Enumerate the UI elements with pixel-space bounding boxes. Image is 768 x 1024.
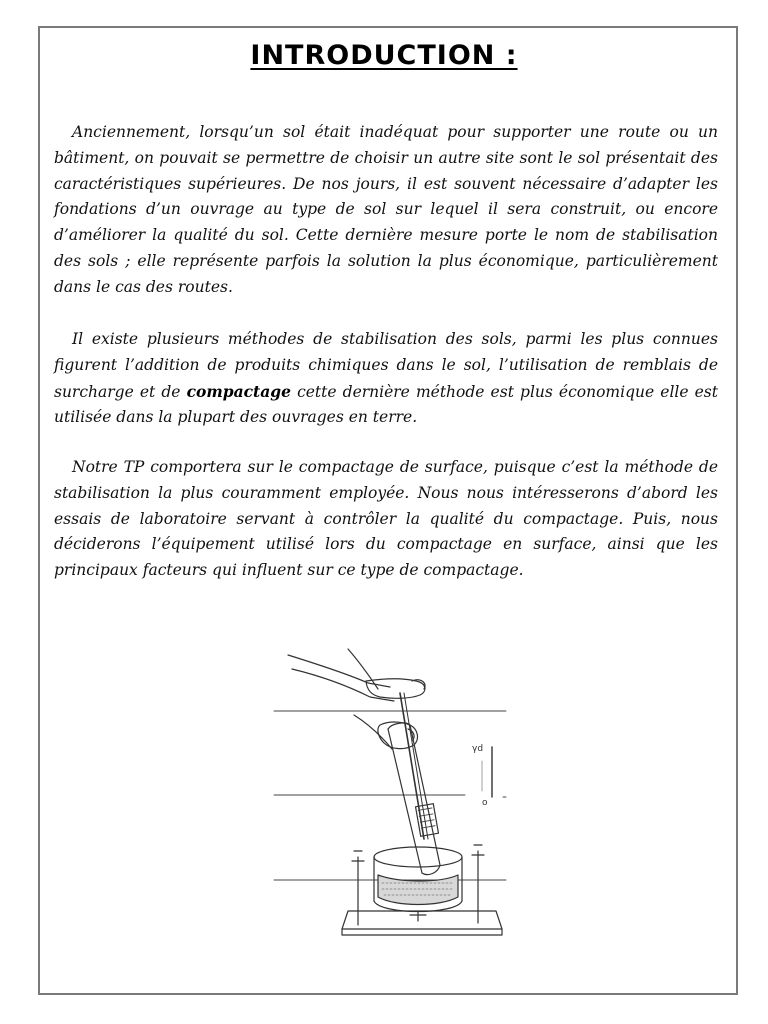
- paragraph-2-end: cette dernière méthode est plus économique elle est utilisée dans la plupart des ouvrages en terre.: [54, 382, 718, 427]
- compaction-test-illustration: [270, 625, 510, 955]
- paragraph-1: Anciennement, lorsqu’un sol était inadéquat pour supporter une route ou un bâtiment, on pouvait se permettre de choisir un autre site sont le sol présentait des caractéristiques supérieures. De nos jours, il est souvent nécessaire d’adapter les fondations d’un ouvrage au type de sol sur lequel il sera construit, ou encore d’améliorer la qualité du sol. Cette dernière mesure porte le nom de stabilisation des sols ; elle représente parfois la solution la plus économique, particulièrement dans le cas des routes.: [54, 123, 718, 296]
- origin-label: o: [482, 798, 488, 808]
- compactage-bold-term: compactage: [186, 381, 291, 401]
- paragraph-2: [54, 327, 718, 431]
- page-title: INTRODUCTION :: [250, 40, 518, 71]
- paragraph-2-start: Il existe plusieurs méthodes de stabilisation des sols, parmi les plus connues figurent l’addition de produits chimiques dans le sol, l’utilisation de remblais de surcharge et de: [54, 330, 718, 401]
- proctor-compaction-drawing: [270, 625, 510, 955]
- paragraph-3: Notre TP comportera sur le compactage de surface, puisque c’est la méthode de stabilisation la plus couramment employée. Nous nous intéresserons d’abord les essais de laboratoire servant à contrôler la qualité du compactage. Puis, nous déciderons l’équipement utilisé lors du compactage en surface, ainsi que les principaux facteurs qui influent sur ce type de compactage.: [54, 458, 718, 580]
- gamma-d-label: γd: [472, 744, 484, 754]
